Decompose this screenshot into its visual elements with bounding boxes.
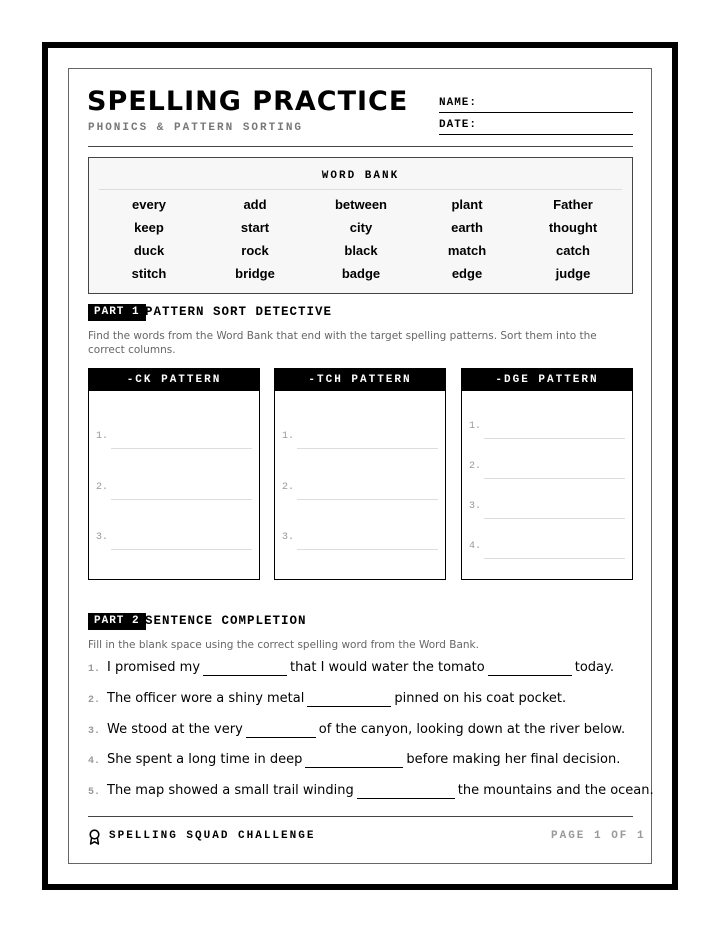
- slot-number: 3.: [96, 532, 109, 543]
- sentence-text: of the canyon, looking down at the river below.: [318, 722, 626, 737]
- header-divider: [88, 146, 633, 147]
- word-bank-grid: [96, 196, 626, 283]
- answer-slot[interactable]: [297, 549, 438, 550]
- answer-slot[interactable]: [297, 448, 438, 449]
- slot-number: 2.: [282, 482, 295, 493]
- name-field[interactable]: [439, 112, 633, 113]
- answer-slot[interactable]: [484, 518, 625, 519]
- word-bank-word: duck: [133, 243, 165, 258]
- word-bank-word: black: [344, 243, 378, 258]
- sentence-1: [88, 658, 614, 678]
- answer-blank[interactable]: [246, 725, 316, 738]
- word-bank-word: between: [334, 197, 387, 212]
- word-bank-word: stitch: [131, 266, 167, 281]
- ck-pattern-heading: -CK PATTERN: [89, 369, 259, 391]
- word-bank: [88, 157, 633, 294]
- sentence-2: [88, 689, 566, 709]
- part2-title: SENTENCE COMPLETION: [145, 614, 307, 628]
- answer-blank[interactable]: [305, 755, 403, 768]
- sentence-text: that I would water the tomato: [290, 660, 485, 675]
- sentence-number: 5.: [88, 787, 101, 798]
- sentence-text: pinned on his coat pocket.: [394, 691, 567, 706]
- slot-number: 2.: [96, 482, 109, 493]
- word-bank-word: thought: [548, 220, 598, 235]
- part2-instructions: Fill in the blank space using the correct spelling word from the Word Bank.: [88, 639, 479, 651]
- slot-number: 2.: [469, 461, 482, 472]
- page-title: SPELLING PRACTICE: [87, 86, 409, 117]
- word-bank-word: bridge: [235, 266, 275, 281]
- sentence-number: 3.: [88, 726, 101, 737]
- word-bank-word: match: [447, 243, 487, 258]
- sentence-3: [88, 720, 625, 740]
- date-field[interactable]: [439, 134, 633, 135]
- answer-slot[interactable]: [484, 438, 625, 439]
- answer-slot[interactable]: [297, 499, 438, 500]
- ck-pattern-column: [88, 368, 260, 580]
- word-bank-word: judge: [555, 266, 591, 281]
- page-number: PAGE 1 OF 1: [551, 830, 646, 842]
- word-bank-word: plant: [451, 197, 483, 212]
- answer-slot[interactable]: [484, 558, 625, 559]
- answer-blank[interactable]: [203, 663, 287, 676]
- tch-pattern-column: [274, 368, 446, 580]
- slot-number: 1.: [96, 431, 109, 442]
- sentence-text: We stood at the very: [107, 722, 243, 737]
- sentence-text: The map showed a small trail winding: [107, 783, 354, 798]
- word-bank-word: catch: [556, 243, 590, 258]
- word-bank-word: keep: [134, 220, 164, 235]
- sentence-number: 4.: [88, 756, 101, 767]
- slot-number: 3.: [282, 532, 295, 543]
- footer-title: SPELLING SQUAD CHALLENGE: [109, 830, 316, 842]
- sentence-text: The officer wore a shiny metal: [107, 691, 305, 706]
- tch-pattern-heading: -TCH PATTERN: [275, 369, 445, 391]
- word-bank-word: every: [132, 197, 166, 212]
- sentence-text: before making her final decision.: [406, 752, 621, 767]
- sentence-4: [88, 750, 620, 770]
- word-bank-word: Father: [553, 197, 593, 212]
- dge-pattern-heading: -DGE PATTERN: [462, 369, 632, 391]
- answer-blank[interactable]: [307, 694, 391, 707]
- word-bank-word: rock: [241, 243, 269, 258]
- page-subtitle: PHONICS & PATTERN SORTING: [88, 122, 304, 134]
- word-bank-word: edge: [451, 266, 483, 281]
- part1-title: PATTERN SORT DETECTIVE: [145, 305, 333, 319]
- slot-number: 1.: [469, 421, 482, 432]
- footer-divider: [88, 816, 633, 817]
- word-bank-title: WORD BANK: [321, 170, 400, 182]
- word-bank-word: city: [349, 220, 373, 235]
- answer-slot[interactable]: [111, 448, 252, 449]
- sentence-text: the mountains and the ocean.: [457, 783, 654, 798]
- sentence-number: 1.: [88, 664, 101, 675]
- slot-number: 1.: [282, 431, 295, 442]
- word-bank-word: badge: [341, 266, 381, 281]
- part2-tag: PART 2: [88, 613, 146, 630]
- answer-blank[interactable]: [357, 786, 455, 799]
- word-bank-word: start: [240, 220, 270, 235]
- sentence-text: today.: [574, 660, 614, 675]
- dge-pattern-column: [461, 368, 633, 580]
- sentence-5: [88, 781, 654, 801]
- answer-slot[interactable]: [111, 549, 252, 550]
- word-bank-word: add: [243, 197, 267, 212]
- sentence-number: 2.: [88, 695, 101, 706]
- name-label: NAME:: [439, 97, 478, 109]
- part1-instructions: Find the words from the Word Bank that end with the target spelling patterns. Sort them into the correct columns.: [88, 330, 597, 356]
- sentence-text: I promised my: [107, 660, 201, 675]
- word-bank-word: earth: [451, 220, 483, 235]
- answer-blank[interactable]: [488, 663, 572, 676]
- date-label: DATE:: [439, 119, 478, 131]
- award-ribbon-icon: [88, 829, 101, 845]
- sentence-text: She spent a long time in deep: [107, 752, 303, 767]
- answer-slot[interactable]: [111, 499, 252, 500]
- slot-number: 4.: [469, 541, 482, 552]
- word-bank-divider: [99, 189, 622, 190]
- slot-number: 3.: [469, 501, 482, 512]
- part1-tag: PART 1: [88, 304, 146, 321]
- answer-slot[interactable]: [484, 478, 625, 479]
